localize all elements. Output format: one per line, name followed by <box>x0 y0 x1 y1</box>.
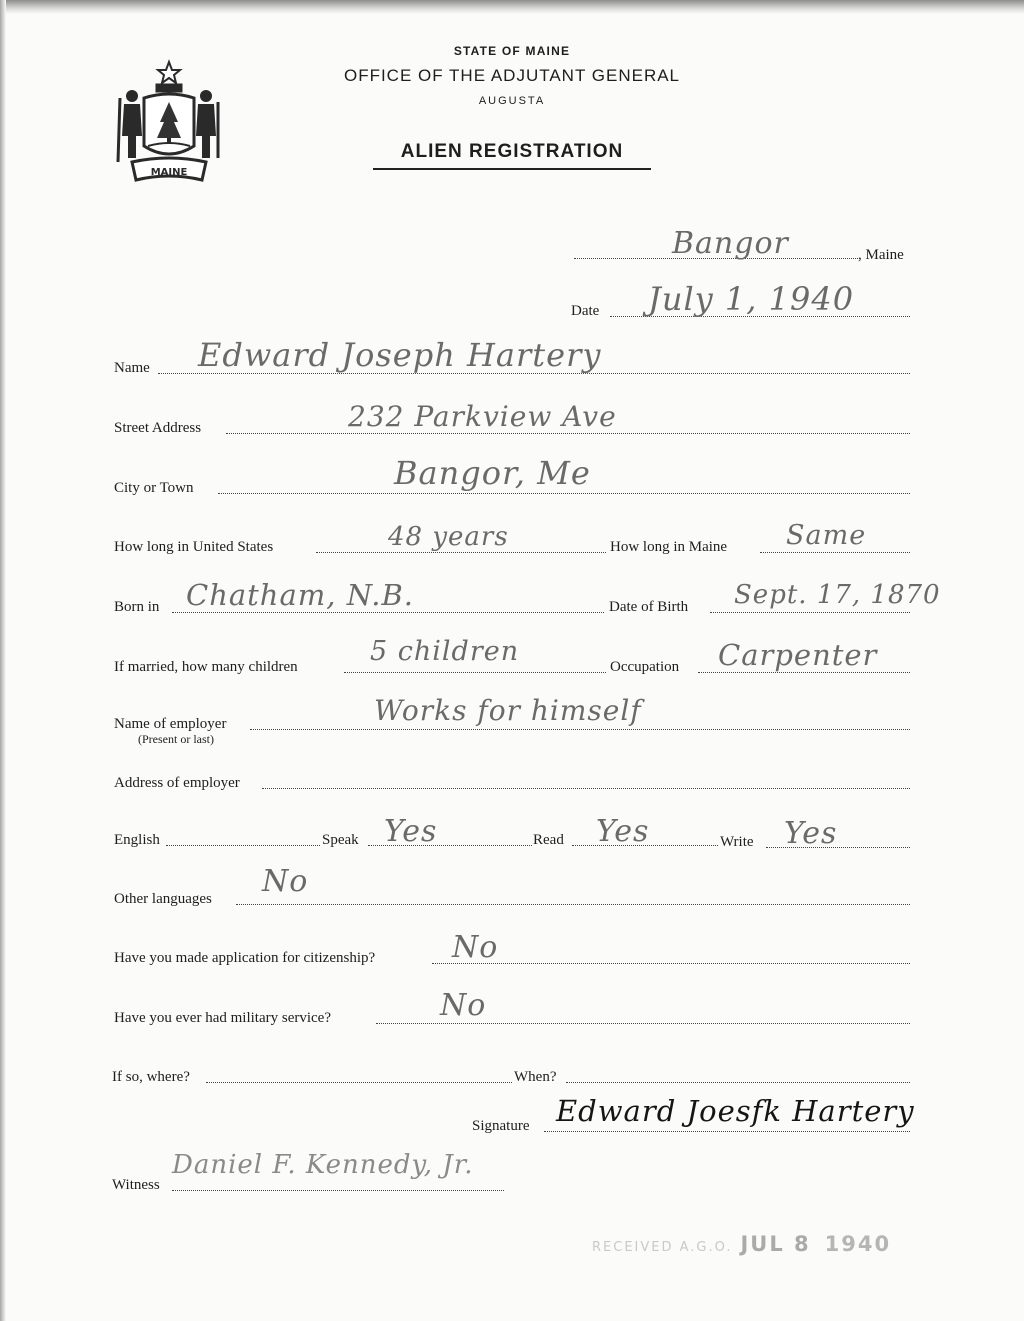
city-line <box>218 493 910 494</box>
where-line <box>206 1082 512 1083</box>
witness-label: Witness <box>112 1177 160 1193</box>
employer-value: Works for himself <box>374 694 642 727</box>
street-label: Street Address <box>114 420 202 436</box>
dob-value: Sept. 17, 1870 <box>734 580 941 610</box>
when-label: When? <box>514 1069 557 1085</box>
signature-label: Signature <box>472 1118 530 1134</box>
english-label: English <box>114 832 160 848</box>
when-line <box>566 1082 910 1083</box>
english-line <box>166 845 320 846</box>
children-line <box>344 672 606 673</box>
military-line <box>376 1023 910 1024</box>
signature-line <box>544 1131 910 1132</box>
read-label: Read <box>533 832 564 848</box>
born-label: Born in <box>114 599 160 615</box>
write-value: Yes <box>784 816 838 851</box>
header-city: AUGUSTA <box>478 95 546 107</box>
other-lang-value: No <box>262 864 309 899</box>
received-stamp <box>592 1232 891 1256</box>
date-label: Date <box>571 303 600 319</box>
read-value: Yes <box>596 814 650 849</box>
children-label: If married, how many children <box>114 659 298 675</box>
scan-edge-top <box>0 0 1024 14</box>
other-lang-line <box>236 904 910 905</box>
header-office: OFFICE OF THE ADJUTANT GENERAL <box>343 66 681 85</box>
write-label: Write <box>720 834 754 850</box>
street-value: 232 Parkview Ave <box>348 400 617 433</box>
scan-edge-left <box>0 0 6 1321</box>
occupation-line <box>698 672 910 673</box>
how-long-us-label: How long in United States <box>114 539 274 555</box>
street-line <box>226 433 910 434</box>
how-long-us-line <box>316 552 606 553</box>
born-value: Chatham, N.B. <box>186 578 414 612</box>
stamp-year: 1940 <box>824 1232 892 1256</box>
military-value: No <box>440 988 487 1023</box>
employer-label: Name of employer <box>114 716 227 732</box>
dob-line <box>710 612 910 613</box>
city-label: City or Town <box>114 480 194 496</box>
how-long-me-label: How long in Maine <box>610 539 728 555</box>
location-suffix: , Maine <box>858 247 904 263</box>
occupation-value: Carpenter <box>718 638 878 672</box>
speak-label: Speak <box>322 832 359 848</box>
employer-address-line <box>262 788 910 789</box>
stamp-prefix: RECEIVED A.G.O. <box>592 1240 733 1255</box>
title-underline <box>373 168 651 170</box>
witness-line <box>172 1190 504 1191</box>
how-long-us-value: 48 years <box>388 522 509 552</box>
dob-label: Date of Birth <box>609 599 689 615</box>
speak-value: Yes <box>384 814 438 849</box>
name-label: Name <box>114 360 150 376</box>
citizenship-value: No <box>452 930 499 965</box>
other-lang-label: Other languages <box>114 891 212 907</box>
occupation-label: Occupation <box>610 659 680 675</box>
how-long-me-value: Same <box>786 520 867 551</box>
children-value: 5 children <box>370 636 520 667</box>
location-value: Bangor <box>672 226 789 261</box>
citizenship-line <box>432 963 910 964</box>
signature-value: Edward Joesfk Hartery <box>556 1094 915 1128</box>
citizenship-label: Have you made application for citizenship? <box>114 950 376 966</box>
city-value: Bangor, Me <box>394 454 591 492</box>
born-line <box>172 612 604 613</box>
name-value: Edward Joseph Hartery <box>198 336 602 374</box>
employer-sublabel: (Present or last) <box>138 732 214 746</box>
stamp-date: JUL 8 <box>740 1232 811 1256</box>
header-state: STATE OF MAINE <box>453 44 571 58</box>
military-label: Have you ever had military service? <box>114 1010 331 1026</box>
where-label: If so, where? <box>112 1069 190 1085</box>
how-long-me-line <box>760 552 910 553</box>
svg-text:MAINE: MAINE <box>150 167 188 178</box>
form-title: ALIEN REGISTRATION <box>400 141 624 162</box>
employer-line <box>250 729 910 730</box>
date-value: July 1, 1940 <box>648 280 855 318</box>
witness-value: Daniel F. Kennedy, Jr. <box>172 1150 474 1180</box>
employer-address-label: Address of employer <box>114 775 240 791</box>
